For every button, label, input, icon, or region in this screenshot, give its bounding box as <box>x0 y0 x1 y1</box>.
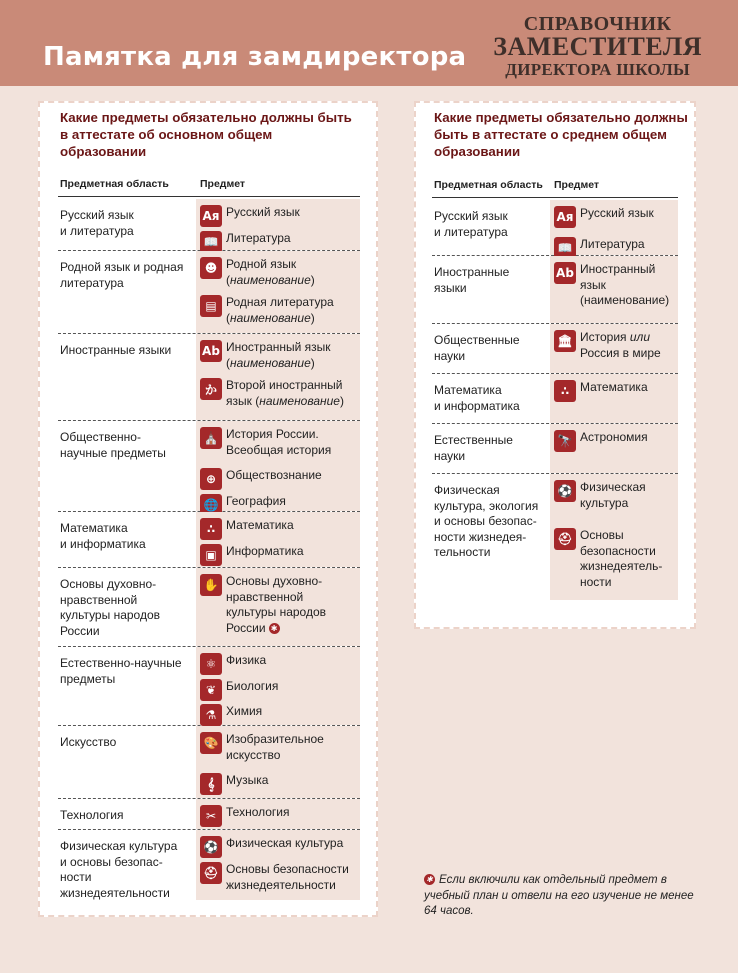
russian-language-icon: Ая <box>200 205 222 227</box>
subject-item <box>200 468 358 490</box>
table-row <box>58 830 360 900</box>
subject-name: Основы безопасности жизнедеятель- ности <box>580 528 663 589</box>
table-row <box>58 199 360 251</box>
subject-name: Русский язык <box>580 206 654 220</box>
brand-line-2: ЗАМЕСТИТЕЛЯ <box>493 32 702 61</box>
subject-item <box>200 836 358 858</box>
subject-name: Музыка <box>226 773 269 787</box>
subject-item <box>200 704 358 726</box>
subject-item <box>200 574 358 636</box>
header-banner <box>0 0 738 86</box>
chemistry-icon: ⚗ <box>200 704 222 726</box>
subject-item <box>200 862 358 893</box>
subject-area: Искусство <box>60 735 117 749</box>
music-icon: 𝄞 <box>200 773 222 795</box>
table-row <box>58 726 360 799</box>
subject-area: Общественно- научные предметы <box>60 430 166 460</box>
technology-icon: ✂ <box>200 805 222 827</box>
subject-item <box>200 231 358 253</box>
subject-name: Изобразительное искусство <box>226 732 324 762</box>
russian-language-icon: Ая <box>554 206 576 228</box>
subject-name: Родной язык (наименование) <box>226 257 315 287</box>
subject-item <box>554 528 676 590</box>
table-row <box>432 256 678 324</box>
asterisk-icon: ✱ <box>424 874 435 885</box>
subject-area: Математика и информатика <box>434 383 520 413</box>
column-header-subject: Предмет <box>554 179 600 191</box>
subject-name: География <box>226 494 286 508</box>
table-row <box>58 512 360 568</box>
subject-area: Физическая культура и основы безопас- ности жизнедеятельности <box>60 839 178 900</box>
subject-area: Естественные науки <box>434 433 513 463</box>
history-icon: 🏛 <box>554 330 576 352</box>
subject-area: Русский язык и литература <box>434 209 508 239</box>
table-row <box>432 324 678 374</box>
table-row <box>432 200 678 256</box>
table-row <box>58 799 360 830</box>
header-rule <box>432 197 678 198</box>
astronomy-icon: 🔭 <box>554 430 576 452</box>
table-row <box>58 334 360 421</box>
geography-icon: 🌐 <box>200 494 222 516</box>
brand-line-3: ДИРЕКТОРА ШКОЛЫ <box>505 60 691 79</box>
subject-item <box>200 653 358 675</box>
subject-name: Информатика <box>226 544 304 558</box>
mathematics-icon: ∴ <box>200 518 222 540</box>
subject-name: Основы безопасности жизнедеятельности <box>226 862 349 892</box>
subject-name: История России. Всеобщая история <box>226 427 332 457</box>
card-title: Какие предметы обязательно должны быть в аттестате о среднем общем образовании <box>434 110 688 159</box>
foreign-language-icon: Ab <box>200 340 222 362</box>
subject-name: Физическая культура <box>226 836 344 850</box>
physical-education-icon: ⚽ <box>554 480 576 502</box>
subject-name: Литература <box>580 237 645 251</box>
brand-logo <box>493 14 702 78</box>
subject-name: Технология <box>226 805 290 819</box>
history-icon: ⛪ <box>200 427 222 449</box>
page-title: Памятка для замдиректора <box>43 42 467 72</box>
subject-item <box>200 295 358 326</box>
brand-line-1: СПРАВОЧНИК <box>523 13 672 35</box>
table-row <box>432 474 678 600</box>
subject-item <box>200 205 358 227</box>
footnote-text: Если включили как отдельный предмет в учебный план и отвели на его изучение не менее 64 часов. <box>424 874 694 917</box>
subject-item <box>554 380 676 402</box>
subject-item <box>554 430 676 452</box>
subject-area: Родной язык и родная литература <box>60 260 184 290</box>
literature-icon: 📖 <box>554 237 576 259</box>
subject-area: Общественные науки <box>434 333 520 363</box>
subject-item <box>200 257 358 288</box>
subject-item <box>554 262 676 309</box>
subject-name: Русский язык <box>226 205 300 219</box>
subject-item <box>200 427 358 458</box>
table-row <box>58 421 360 512</box>
column-header-subject: Предмет <box>200 178 246 190</box>
subject-area: Иностранные языки <box>60 343 172 357</box>
subject-name: Математика <box>580 380 648 394</box>
mathematics-icon: ∴ <box>554 380 576 402</box>
spiritual-culture-icon: ✋ <box>200 574 222 596</box>
subject-item <box>200 773 358 795</box>
subject-name: Физика <box>226 653 267 667</box>
subject-name: Химия <box>226 704 263 718</box>
subject-area: Математика и информатика <box>60 521 146 551</box>
subject-area: Технология <box>60 808 124 822</box>
subject-name: История или Россия в мире <box>580 330 661 360</box>
footnote <box>424 873 694 920</box>
foreign-language-icon: Ab <box>554 262 576 284</box>
subject-area: Естественно-научные предметы <box>60 656 182 686</box>
secondary-education-card <box>414 101 696 629</box>
subject-area: Русский язык и литература <box>60 208 134 238</box>
asterisk-icon: ✱ <box>269 623 280 634</box>
table-row <box>58 647 360 726</box>
table-row <box>58 568 360 647</box>
subject-name: Основы духовно- нравственной культуры народов России ✱ <box>226 574 327 635</box>
subject-area: Физическая культура, экология и основы безопас- ности жизнедея- тельности <box>434 483 539 559</box>
subject-name: Иностранный язык (наименование) <box>580 262 670 307</box>
biology-icon: ❦ <box>200 679 222 701</box>
subject-name: Иностранный язык (наименование) <box>226 340 331 370</box>
subject-area: Иностранные языки <box>434 265 510 295</box>
subject-item <box>554 330 676 361</box>
basic-education-card <box>38 101 378 917</box>
informatics-icon: ▣ <box>200 544 222 566</box>
social-studies-icon: ⊕ <box>200 468 222 490</box>
subject-name: Физическая культура <box>580 480 646 510</box>
column-header-area: Предметная область <box>434 179 543 191</box>
literature-icon: 📖 <box>200 231 222 253</box>
native-language-icon: ☻ <box>200 257 222 279</box>
subject-area: Основы духовно- нравственной культуры народов России <box>60 577 161 638</box>
subject-name: Обществознание <box>226 468 322 482</box>
physical-education-icon: ⚽ <box>200 836 222 858</box>
table-row <box>432 374 678 424</box>
subject-item <box>200 518 358 540</box>
subject-name: Литература <box>226 231 291 245</box>
subject-name: Родная литература (наименование) <box>226 295 334 325</box>
fine-arts-icon: 🎨 <box>200 732 222 754</box>
header-rule <box>58 196 360 197</box>
subject-item <box>200 544 358 566</box>
native-literature-icon: ▤ <box>200 295 222 317</box>
table-row <box>432 424 678 474</box>
table-row <box>58 251 360 334</box>
physics-icon: ⚛ <box>200 653 222 675</box>
subject-name: Второй иностранный язык (наименование) <box>226 378 344 408</box>
subject-item <box>554 480 676 511</box>
column-header-area: Предметная область <box>60 178 169 190</box>
subject-name: Биология <box>226 679 279 693</box>
subject-item <box>200 732 358 763</box>
subject-name: Астрономия <box>580 430 648 444</box>
subject-item <box>200 378 358 409</box>
subject-item <box>200 679 358 701</box>
subject-item <box>200 340 358 371</box>
life-safety-icon: ⛑ <box>554 528 576 550</box>
second-foreign-language-icon: か <box>200 378 222 400</box>
subject-name: Математика <box>226 518 294 532</box>
subject-item <box>554 206 676 228</box>
card-title: Какие предметы обязательно должны быть в аттестате об основном общем образовании <box>60 110 352 159</box>
subject-item <box>200 805 358 827</box>
life-safety-icon: ⛑ <box>200 862 222 884</box>
